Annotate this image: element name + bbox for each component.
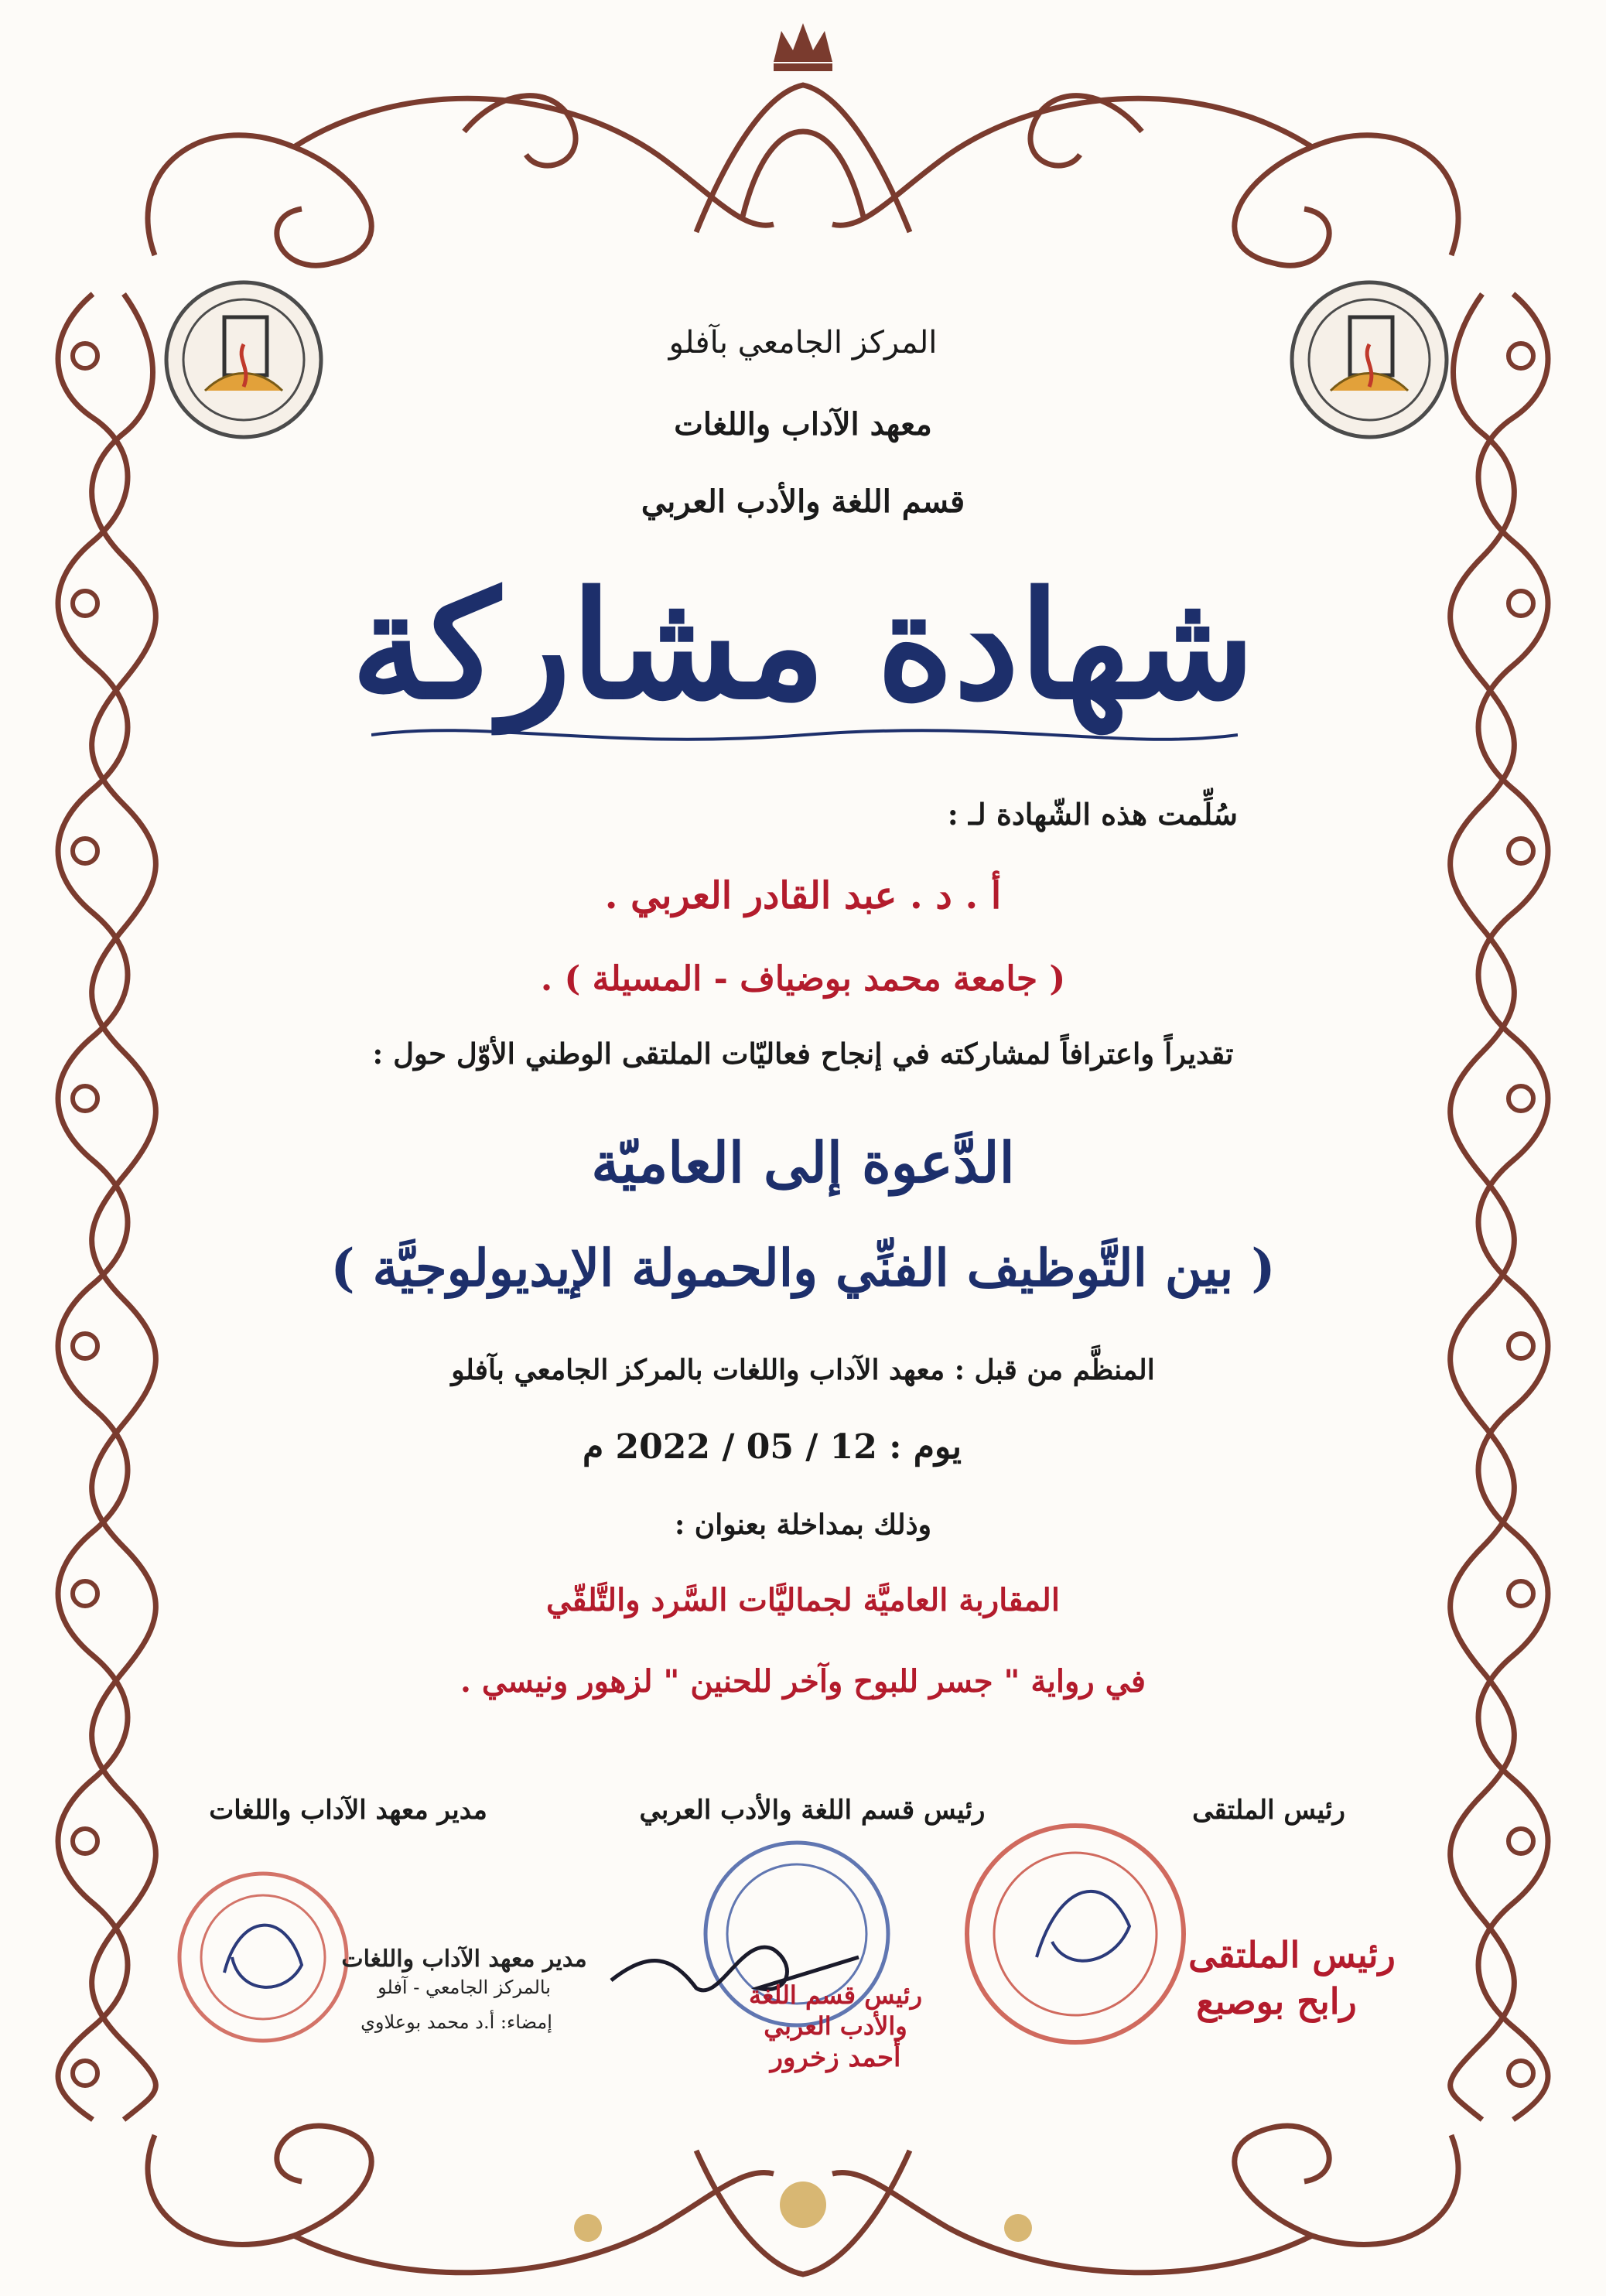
recipient-university: ( جامعة محمد بوضياف - المسيلة ) . — [540, 959, 1066, 999]
title-underline-ornament — [371, 719, 1238, 750]
left-stamp-role: مدير معهد الآداب واللغات — [341, 1946, 587, 1973]
university-logo-right — [1284, 275, 1454, 445]
university-logo-left — [159, 275, 329, 445]
paper-title-line1: المقاربة العاميَّة لجماليَّات السَّرد والتَّلقّي — [546, 1582, 1060, 1618]
paper-title-line2: في رواية " جسر للبوح وآخر للحنين " لزهور ونيسي . — [460, 1663, 1146, 1700]
top-ornament — [148, 85, 1458, 265]
delivered-to: سُلِّمت هذه الشّهادة لـ : — [947, 797, 1238, 832]
signature-title-conference-head: رئيس الملتقى — [1192, 1795, 1345, 1826]
left-stamp-name: إمضاء: أ.د محمد بوعلاوي — [360, 2011, 552, 2033]
signature-title-department-head: رئيس قسم اللغة والأدب العربي — [639, 1795, 986, 1826]
organized-by: المنظَّم من قبل : معهد الآداب واللغات بالمركز الجامعي بآفلو — [451, 1354, 1155, 1386]
middle-stamp-role-line2: والأدب العربي — [764, 2011, 907, 2041]
paper-intro: وذلك بمداخلة بعنوان : — [674, 1508, 932, 1541]
recipient-name: أ . د . عبد القادر العربي . — [604, 874, 1002, 917]
middle-stamp-role: رئيس قسم اللغة — [748, 1980, 923, 2010]
right-stamp-name: رابح بوصبع — [1196, 1980, 1357, 2022]
middle-stamp-name: أحمد زخرور — [770, 2042, 901, 2073]
theme-subtitle: ( بين التَّوظيف الفنِّي والحمولة الإيديولوجيَّة ) — [330, 1238, 1276, 1298]
event-date: يوم : 12 / 05 / 2022 م — [582, 1427, 962, 1467]
certificate-title: شهادة مشاركة — [350, 559, 1256, 732]
header-department: قسم اللغة والأدب العربي — [641, 483, 965, 520]
appreciation-text: تقديراً واعترافاً لمشاركته في إنجاح فعاليّات الملتقى الوطني الأوّل حول : — [372, 1037, 1234, 1071]
left-stamp-place: بالمركز الجامعي - آفلو — [378, 1977, 551, 1998]
header-center: المركز الجامعي بآفلو — [668, 325, 938, 360]
signature-title-institute-director: مدير معهد الآداب واللغات — [209, 1795, 487, 1826]
crown-ornament — [774, 23, 832, 71]
theme-title: الدَّعوة إلى العاميّة — [591, 1129, 1015, 1195]
right-stamp-role: رئيس الملتقى — [1188, 1934, 1396, 1976]
header-institute: معهد الآداب واللغات — [674, 406, 932, 442]
